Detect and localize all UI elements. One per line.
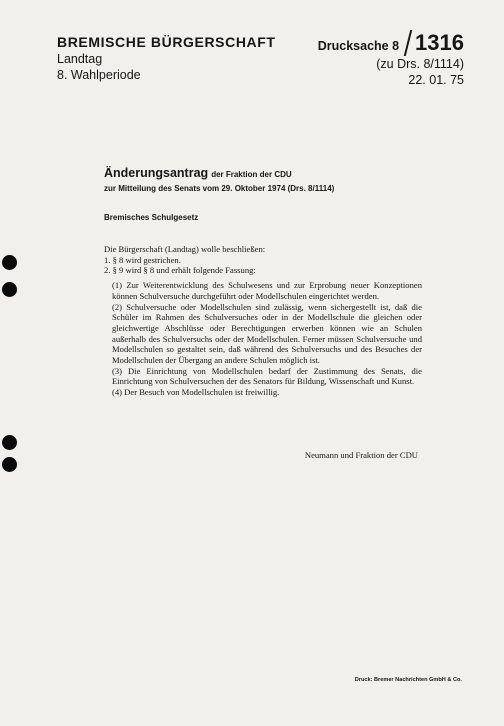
document-date: 22. 01. 75 — [408, 73, 464, 87]
document-reference-block — [318, 28, 464, 88]
legislative-period: 8. Wahlperiode — [57, 68, 141, 82]
chamber-name: Landtag — [57, 52, 103, 66]
document-label: Drucksache 8 — [317, 39, 400, 53]
motion-concerning: zur Mitteilung des Senats vom 29. Oktober 1974 (Drs. 8/1114) — [104, 184, 335, 193]
subject-block — [104, 165, 424, 194]
resolution-intro: Die Bürgerschaft (Landtag) wolle beschließen: — [104, 244, 266, 254]
document-body — [104, 244, 422, 398]
paragraph-1: (1) Zur Weiterentwicklung des Schulwesens und zur Erprobung neuer Konzeptionen können Schulversuche durchgeführt oder Modellschulen eingerichtet werden. — [112, 280, 422, 301]
printer-imprint: Druck: Bremer Nachrichten GmbH & Co. — [354, 677, 462, 683]
document-number: 1316 — [415, 30, 464, 55]
paragraph-4: (4) Der Besuch von Modellschulen ist freiwillig. — [112, 387, 280, 398]
motion-author: der Fraktion der CDU — [211, 170, 292, 179]
amendment-item-2: 2. § 9 wird § 8 und erhält folgende Fassung: — [104, 265, 256, 276]
punch-hole-3 — [2, 435, 17, 450]
letterhead — [57, 34, 276, 83]
organization-name: BREMISCHE BÜRGERSCHAFT — [57, 34, 276, 50]
amendment-item-1: 1. § 8 wird gestrichen. — [104, 254, 181, 265]
slash-divider — [404, 30, 412, 56]
paragraph-3: (3) Die Einrichtung von Modellschulen bedarf der Zustimmung des Senats, die Einrichtung von Schulversuchen der des Senators für Bildung, Wissenschaft und Kunst. — [112, 365, 422, 387]
punch-hole-1 — [2, 255, 17, 270]
punch-hole-2 — [2, 282, 17, 297]
related-document: (zu Drs. 8/1114) — [376, 57, 464, 71]
motion-type: Änderungsantrag — [104, 166, 209, 180]
law-title: Bremisches Schulgesetz — [104, 213, 199, 222]
paragraph-2: (2) Schulversuche oder Modellschulen sind zulässig, wenn sichergestellt ist, daß die Schüler im Rahmen des Schulversuches oder in der Modellschule die gleichen oder gleichwertige Abschlüsse oder Berechtigungen erwerben können wie an Schulen außerhalb des Schulversuchs oder der Modellschulen. Ferner müssen Schulversuche und Modellschulen so gestaltet sein, daß während des Schulversuchs und des Besuches der Modellschulen der Übergang an andere Schulen möglich ist. — [112, 301, 422, 366]
punch-hole-4 — [2, 457, 17, 472]
signature-line: Neumann und Fraktion der CDU — [304, 450, 418, 460]
